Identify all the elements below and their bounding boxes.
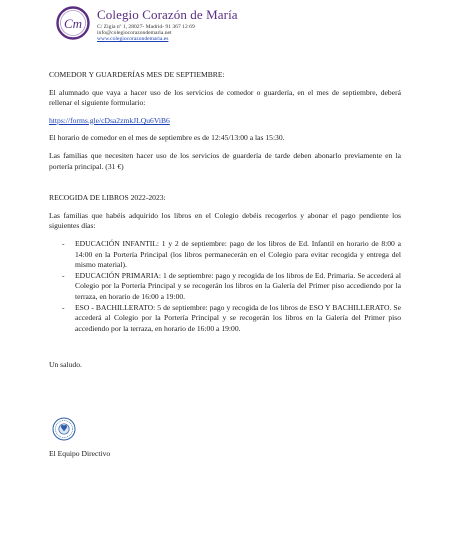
letterhead — [56, 6, 436, 52]
signature: El Equipo Directivo — [49, 449, 111, 458]
list-item-eso-bachillerato — [49, 303, 401, 335]
school-logo — [56, 6, 90, 40]
logo-monogram: Cm — [63, 16, 83, 31]
school-email: info@colegiocorazondemaria.net — [97, 30, 172, 36]
comedor-heading: COMEDOR Y GUARDERÍAS MES DE SEPTIEMBRE: — [49, 70, 225, 79]
libros-list — [49, 239, 401, 334]
libros-heading: RECOGIDA DE LIBROS 2022-2023: — [49, 193, 166, 203]
guarderia-notice: Las familias que necesiten hacer uso de los servicios de guardería de tarde deben abonarlo previamente en la portería principal. (31 €) — [49, 150, 401, 171]
comedor-intro: El alumnado que vaya a hacer uso de los servicios de comedor o guardería, en el mes de septiembre, deberá rellenar el siguiente formulario: — [49, 87, 401, 108]
school-website-link[interactable]: www.colegiocorazondemaria.es — [97, 36, 169, 42]
letter-body — [49, 70, 401, 371]
school-seal-icon — [52, 417, 76, 441]
comedor-horario: El horario de comedor en el mes de septiembre es de 12:45/13:00 a las 15:30. — [49, 133, 285, 143]
school-address: C/ Zigia nº 1, 28027- Madrid- 91 367 12 69 — [97, 24, 195, 30]
list-item-infantil — [49, 239, 401, 271]
school-name: Colegio Corazón de María — [97, 7, 238, 22]
list-bullet: - — [62, 270, 65, 280]
list-item-text: EDUCACIÓN INFANTIL: 1 y 2 de septiembre: pago de los libros de Ed. Infantil en horario de 8:00 a 14:00 en la Portería Principal (los libros permanecerán en el Colegio para evitar recogida y entrega del mismo material). — [75, 238, 401, 270]
libros-intro: Las familias que habéis adquirido los libros en el Colegio debéis recogerlos y abonar el pago pendiente los siguientes días: — [49, 210, 401, 231]
list-item-primaria — [49, 271, 401, 303]
closing-greeting: Un saludo. — [49, 360, 82, 370]
list-item-text: ESO - BACHILLERATO: 5 de septiembre: pago y recogida de los libros de ESO Y BACHILLERATO. Se accederá al Colegio por la Portería Principal y se recogerán los libros en la Galería del Primer piso accediendo por la terraza, en horario de 16:00 a 19:00. — [75, 302, 401, 333]
list-bullet: - — [62, 238, 65, 248]
list-bullet: - — [62, 302, 65, 312]
list-item-text: EDUCACIÓN PRIMARIA: 1 de septiembre: pago y recogida de los libros de Ed. Primaria. Se accederá al Colegio por la Portería Principal y se recogerán los libros en la Galería del Primer piso accediendo por la terraza, en horario de 16:00 a 19:00. — [75, 270, 401, 301]
comedor-form-link[interactable]: https://forms.gle/cDsa2zmkJLQu6ViB6 — [49, 115, 170, 125]
